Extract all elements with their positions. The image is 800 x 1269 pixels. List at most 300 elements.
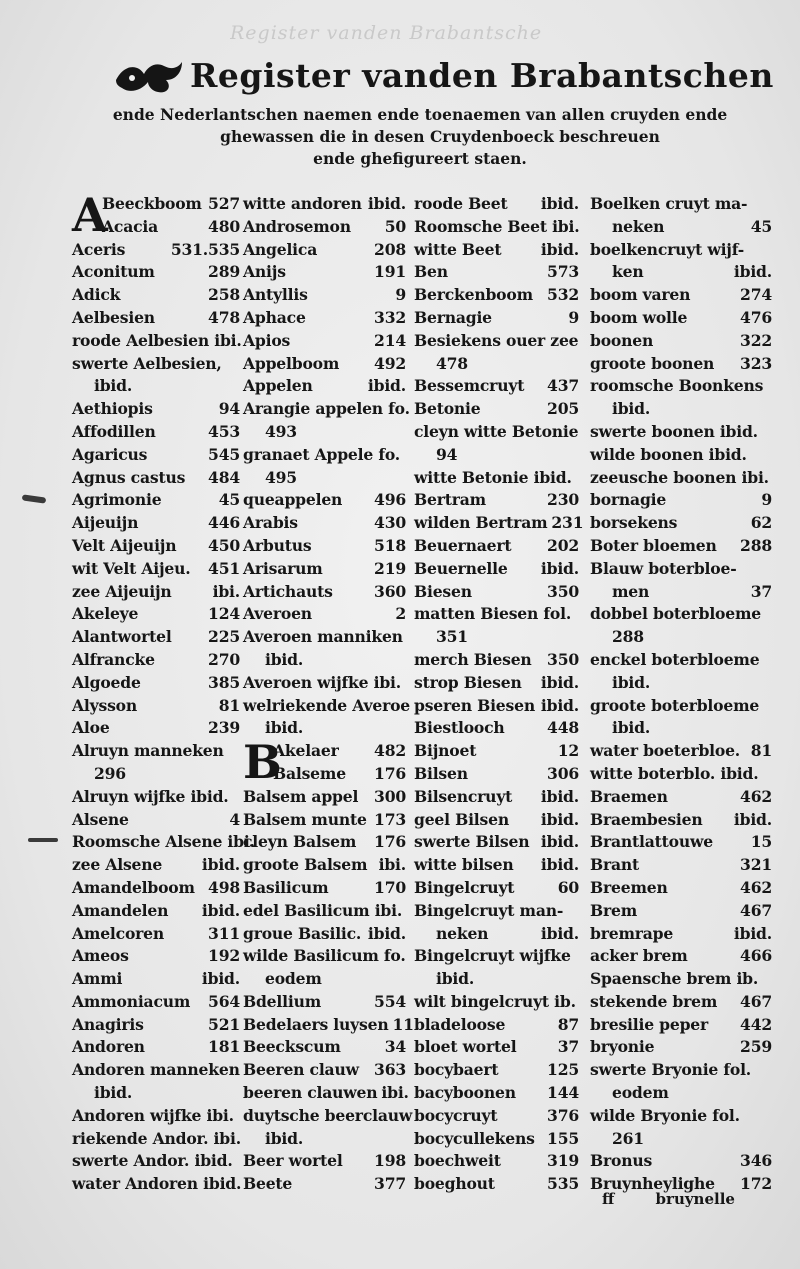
index-entry xyxy=(72,1128,240,1151)
entry-term: wilden Bertram xyxy=(414,513,548,533)
entry-term: Boter bloemen xyxy=(590,535,717,555)
index-entry xyxy=(590,1105,772,1128)
index-entry xyxy=(72,444,240,467)
entry-term: Amandelboom xyxy=(72,877,195,897)
entry-term: Arangie appelen fo. xyxy=(243,399,410,419)
index-entry xyxy=(243,489,406,512)
index-entry xyxy=(243,581,406,604)
index-entry xyxy=(72,307,240,330)
entry-page-number: 319 xyxy=(547,1151,579,1171)
entry-term: boom varen xyxy=(590,285,691,305)
entry-term: bryonie xyxy=(590,1037,655,1057)
entry-page-number: 191 xyxy=(374,262,406,282)
entry-term: groote boterbloeme xyxy=(590,695,760,715)
entry-term: Bingelcruyt man- xyxy=(414,900,564,920)
entry-page-number: 480 xyxy=(208,216,240,236)
index-entry xyxy=(414,877,579,900)
entry-term: acker brem xyxy=(590,946,688,966)
entry-page-number: ibid. xyxy=(540,239,579,259)
entry-term: groue Basilic. xyxy=(243,923,362,943)
entry-page-number: 155 xyxy=(547,1128,579,1148)
entry-page-number: ibid. xyxy=(540,194,579,213)
entry-term: Algoede xyxy=(72,672,141,692)
entry-page-number: 274 xyxy=(740,285,772,305)
entry-page-number: 239 xyxy=(208,718,240,738)
entry-page-number: 172 xyxy=(740,1174,772,1194)
entry-page-number: 451 xyxy=(208,558,240,578)
index-entry xyxy=(590,512,772,535)
entry-page-number: ibid. xyxy=(201,969,240,989)
entry-term: Aconitum xyxy=(72,262,155,282)
entry-term: Andoren xyxy=(72,1037,145,1057)
index-entry xyxy=(243,216,406,239)
entry-term: ibid. xyxy=(612,672,651,692)
entry-term: 351 xyxy=(436,627,468,647)
entry-page-number: 258 xyxy=(208,285,240,305)
index-entry xyxy=(243,877,406,900)
entry-term: Basilicum xyxy=(243,877,329,897)
entry-page-number: 554 xyxy=(374,991,406,1011)
entry-term: Acacia xyxy=(102,216,159,236)
index-entry xyxy=(414,603,579,626)
entry-term: wilt bingelcruyt ib. xyxy=(414,991,576,1011)
entry-term: enckel boterbloeme xyxy=(590,649,760,669)
entry-term: Roomsche Alsene ibi. xyxy=(72,832,255,852)
entry-term: Appelboom xyxy=(243,353,340,373)
entry-term: Braemen xyxy=(590,786,668,806)
index-entry xyxy=(273,740,406,763)
fleuron-ornament-icon xyxy=(112,58,186,98)
index-entry xyxy=(590,603,772,626)
entry-page-number: 377 xyxy=(374,1174,406,1194)
entry-term: Beeckscum xyxy=(243,1037,341,1057)
entry-term: swerte Andor. ibid. xyxy=(72,1151,233,1171)
entry-term: neken xyxy=(436,923,489,943)
entry-page-number: 467 xyxy=(740,991,772,1011)
entry-term: Androsemon xyxy=(243,216,351,236)
index-entry xyxy=(414,809,579,832)
entry-page-number: ibid. xyxy=(540,809,579,829)
entry-term: Adick xyxy=(72,285,121,305)
entry-term: Beuernaert xyxy=(414,535,512,555)
index-entry xyxy=(414,261,579,284)
entry-page-number: 346 xyxy=(740,1151,772,1171)
signature-mark: ff xyxy=(602,1190,615,1208)
index-entry xyxy=(72,991,240,1014)
index-entry xyxy=(414,558,579,581)
index-entry xyxy=(273,763,406,786)
entry-term: Antyllis xyxy=(243,285,308,305)
index-entry xyxy=(414,398,579,421)
entry-page-number: 125 xyxy=(547,1060,579,1080)
entry-term: Betonie xyxy=(414,399,481,419)
index-entry xyxy=(414,786,579,809)
entry-term: Brantlattouwe xyxy=(590,832,713,852)
entry-page-number: 300 xyxy=(374,786,406,806)
entry-term: zee Alsene xyxy=(72,855,163,875)
entry-page-number: ibid. xyxy=(367,923,406,943)
entry-page-number: 231 xyxy=(551,513,584,533)
entry-term: Bdellium xyxy=(243,991,322,1011)
index-entry xyxy=(414,968,579,991)
index-entry xyxy=(243,991,406,1014)
entry-term: Alantwortel xyxy=(72,627,172,647)
index-entry xyxy=(243,421,406,444)
entry-term: Alysson xyxy=(72,695,137,715)
entry-term: Beete xyxy=(243,1174,293,1194)
entry-term: Velt Aijeuijn xyxy=(72,535,177,555)
entry-page-number: 360 xyxy=(374,581,406,601)
index-entry xyxy=(414,854,579,877)
drop-capital: B xyxy=(243,735,282,790)
index-entry xyxy=(414,307,579,330)
index-entry xyxy=(243,695,411,718)
index-entry xyxy=(72,398,240,421)
index-entry xyxy=(72,512,240,535)
index-entry xyxy=(590,717,772,740)
entry-term: Aphace xyxy=(243,307,306,327)
entry-term: Amelcoren xyxy=(72,923,165,943)
index-entry xyxy=(590,307,772,330)
index-entry xyxy=(590,1150,772,1173)
entry-page-number: 448 xyxy=(547,718,579,738)
entry-page-number: 81 xyxy=(750,741,772,761)
entry-term: Affodillen xyxy=(72,421,156,441)
entry-page-number: 50 xyxy=(384,216,406,236)
index-entry xyxy=(590,1128,772,1151)
index-entry xyxy=(72,489,240,512)
entry-term: beeren clauwen xyxy=(243,1083,378,1103)
entry-term: bocycullekens xyxy=(414,1128,535,1148)
entry-term: eodem xyxy=(612,1083,669,1103)
entry-page-number: 462 xyxy=(740,786,772,806)
index-entry xyxy=(590,626,772,649)
index-entry xyxy=(590,216,772,239)
entry-page-number: ibid. xyxy=(540,672,579,692)
catchword: bruynelle xyxy=(655,1190,735,1208)
entry-term: 478 xyxy=(436,353,468,373)
entry-term: groote Balsem xyxy=(243,855,368,875)
entry-term: Brem xyxy=(590,900,638,920)
index-entry xyxy=(590,695,772,718)
index-entry xyxy=(72,467,240,490)
drop-capital-block xyxy=(243,735,406,790)
entry-term: swerte boonen ibid. xyxy=(590,421,758,441)
entry-page-number: 532 xyxy=(547,285,579,305)
entry-term: boonen xyxy=(590,330,654,350)
entry-term: Besiekens ouer zee xyxy=(414,330,579,350)
entry-term: dobbel boterbloeme xyxy=(590,604,761,624)
index-entry xyxy=(414,421,579,444)
entry-page-number: 492 xyxy=(374,353,406,373)
entry-term: Bijnoet xyxy=(414,741,477,761)
index-entry xyxy=(72,375,240,398)
index-entry xyxy=(590,558,772,581)
index-entry xyxy=(414,923,579,946)
entry-term: merch Biesen xyxy=(414,649,532,669)
index-entry xyxy=(590,1036,772,1059)
entry-term: Averoen xyxy=(243,604,312,624)
entry-term: Aijeuijn xyxy=(72,513,139,533)
entry-page-number: 45 xyxy=(750,216,772,236)
entry-term: ibid. xyxy=(436,969,475,989)
entry-page-number: 288 xyxy=(740,535,772,555)
subtitle xyxy=(110,104,730,170)
subtitle-line: ende ghefigureert staen. xyxy=(313,149,527,168)
index-entry xyxy=(72,809,240,832)
index-entry xyxy=(590,672,772,695)
entry-term: bocycruyt xyxy=(414,1105,498,1125)
index-entry xyxy=(414,1082,579,1105)
entry-term: roode Aelbesien ibi. xyxy=(72,330,242,350)
index-entry xyxy=(414,626,579,649)
index-entry xyxy=(72,945,240,968)
index-entry xyxy=(590,375,772,398)
index-entry xyxy=(414,444,579,467)
entry-term: Alruyn manneken xyxy=(72,741,224,761)
index-entry xyxy=(414,330,579,353)
index-entry xyxy=(590,193,772,216)
entry-term: boelkencruyt wijf- xyxy=(590,239,744,259)
index-entry xyxy=(414,695,579,718)
entry-page-number: 4 xyxy=(229,809,240,829)
entry-page-number: 15 xyxy=(750,832,772,852)
entry-page-number: 225 xyxy=(208,627,240,647)
entry-page-number: 2 xyxy=(395,604,406,624)
entry-term: Alfrancke xyxy=(72,649,155,669)
entry-page-number: 311 xyxy=(208,923,240,943)
index-entry xyxy=(414,740,579,763)
index-columns xyxy=(60,188,772,1223)
index-entry xyxy=(243,809,406,832)
entry-term: swerte Bryonie fol. xyxy=(590,1060,752,1080)
entry-page-number: 9 xyxy=(568,307,579,327)
index-entry xyxy=(72,968,240,991)
index-entry xyxy=(243,854,406,877)
entry-page-number: 144 xyxy=(547,1083,579,1103)
index-entry xyxy=(243,1014,414,1037)
index-entry xyxy=(243,444,406,467)
entry-page-number: ibid. xyxy=(733,809,772,829)
entry-page-number: 208 xyxy=(374,239,406,259)
entry-term: bacyboonen xyxy=(414,1083,516,1103)
entry-term: Alruyn wijfke ibid. xyxy=(72,786,229,806)
index-entry xyxy=(243,786,406,809)
entry-page-number: 306 xyxy=(547,763,579,783)
entry-page-number: ibid. xyxy=(201,900,240,920)
entry-term: Appelen xyxy=(243,376,313,396)
index-entry xyxy=(72,626,240,649)
index-entry xyxy=(243,239,406,262)
index-entry xyxy=(590,467,772,490)
entry-term: Andoren manneken xyxy=(72,1060,240,1080)
index-entry xyxy=(72,1014,240,1037)
entry-term: wilde Basilicum fo. xyxy=(243,946,406,966)
index-entry xyxy=(414,649,579,672)
entry-page-number: ibid. xyxy=(201,855,240,875)
index-entry xyxy=(590,398,772,421)
index-column-1 xyxy=(72,188,255,1196)
index-entry xyxy=(590,330,772,353)
index-entry xyxy=(72,353,240,376)
index-entry xyxy=(414,1150,579,1173)
index-entry xyxy=(72,923,240,946)
entry-term: duytsche beerclauw xyxy=(243,1105,413,1125)
entry-page-number: 37 xyxy=(557,1037,579,1057)
entry-term: bresilie peper xyxy=(590,1014,709,1034)
entry-term: ibid. xyxy=(94,1083,133,1103)
index-entry xyxy=(243,968,406,991)
entry-term: Biestlooch xyxy=(414,718,505,738)
entry-page-number: 259 xyxy=(740,1037,772,1057)
entry-term: roode Beet xyxy=(414,194,508,213)
entry-term: cleyn Balsem xyxy=(243,832,357,852)
entry-term: 288 xyxy=(612,627,644,647)
entry-term: water Andoren ibid. xyxy=(72,1174,242,1194)
index-entry xyxy=(414,193,579,216)
index-entry xyxy=(590,854,772,877)
index-entry xyxy=(590,535,772,558)
entry-term: swerte Bilsen xyxy=(414,832,530,852)
entry-term: 94 xyxy=(436,444,458,464)
entry-term: Alsene xyxy=(72,809,129,829)
entry-term: bocybaert xyxy=(414,1060,499,1080)
entry-term: Bingelcruyt xyxy=(414,877,515,897)
index-entry xyxy=(243,1059,406,1082)
index-entry xyxy=(72,900,240,923)
index-entry xyxy=(590,831,772,854)
index-entry xyxy=(414,831,579,854)
entry-term: Beer wortel xyxy=(243,1151,343,1171)
index-entry xyxy=(72,1082,240,1105)
entry-term: eodem xyxy=(265,969,322,989)
index-entry xyxy=(72,740,240,763)
entry-term: Bilsen xyxy=(414,763,468,783)
index-entry xyxy=(243,672,406,695)
entry-page-number: 545 xyxy=(208,444,240,464)
entry-page-number: 202 xyxy=(547,535,579,555)
index-column-3 xyxy=(414,193,584,1196)
index-entry xyxy=(72,1036,240,1059)
index-column-2 xyxy=(243,193,414,1196)
index-entry xyxy=(243,900,406,923)
entry-page-number: 350 xyxy=(547,581,579,601)
entry-term: Brant xyxy=(590,855,640,875)
entry-page-number: 442 xyxy=(740,1014,772,1034)
entry-term: bremrape xyxy=(590,923,674,943)
index-entry xyxy=(72,581,240,604)
entry-term: 495 xyxy=(265,467,297,487)
index-entry xyxy=(72,672,240,695)
entry-page-number: 12 xyxy=(557,741,579,761)
index-entry xyxy=(414,717,579,740)
entry-page-number: 176 xyxy=(374,763,406,783)
entry-term: Balsem appel xyxy=(243,786,359,806)
entry-term: witte Beet xyxy=(414,239,502,259)
entry-page-number: 62 xyxy=(750,513,772,533)
entry-term: Agnus castus xyxy=(72,467,186,487)
index-entry xyxy=(72,717,240,740)
drop-capital: A xyxy=(72,188,108,242)
entry-term: cleyn witte Betonie xyxy=(414,421,579,441)
index-entry xyxy=(72,786,240,809)
index-entry xyxy=(72,854,240,877)
entry-page-number: 219 xyxy=(374,558,406,578)
entry-term: Ameos xyxy=(72,946,129,966)
entry-page-number: ibid. xyxy=(733,923,772,943)
index-entry xyxy=(243,284,406,307)
entry-term: Bertram xyxy=(414,490,486,510)
entry-page-number: 37 xyxy=(750,581,772,601)
entry-page-number: ibid. xyxy=(540,832,579,852)
ink-mark xyxy=(22,494,47,503)
entry-term: ibid. xyxy=(265,1128,304,1148)
entry-term: ibid. xyxy=(265,649,304,669)
entry-term: Angelica xyxy=(243,239,318,259)
entry-term: Boelken cruyt ma- xyxy=(590,194,748,213)
page-footer xyxy=(602,1190,735,1208)
entry-page-number: 214 xyxy=(374,330,406,350)
entry-term: Akelaer xyxy=(273,741,339,761)
entry-term: granaet Appele fo. xyxy=(243,444,400,464)
entry-term: witte Betonie ibid. xyxy=(414,467,572,487)
entry-page-number: 462 xyxy=(740,877,772,897)
entry-page-number: ibid. xyxy=(540,855,579,875)
entry-page-number: 323 xyxy=(740,353,772,373)
entry-page-number: 230 xyxy=(547,490,579,510)
index-entry xyxy=(243,1105,413,1128)
entry-term: boeghout xyxy=(414,1174,495,1194)
entry-page-number: 181 xyxy=(208,1037,240,1057)
subtitle-line: ende Nederlantschen naemen ende toenaemen van allen cruyden ende xyxy=(112,105,728,124)
ink-mark xyxy=(28,838,58,842)
entry-page-number: ibi. xyxy=(381,1083,409,1103)
index-entry xyxy=(72,603,240,626)
entry-term: matten Biesen fol. xyxy=(414,604,572,624)
entry-term: Blauw boterbloe- xyxy=(590,558,737,578)
entry-term: pseren Biesen xyxy=(414,695,535,715)
entry-page-number: 531.535 xyxy=(170,239,240,259)
index-entry xyxy=(590,923,772,946)
entry-page-number: 482 xyxy=(374,741,406,761)
index-entry xyxy=(243,398,410,421)
entry-page-number: ibid. xyxy=(540,786,579,806)
entry-page-number: 124 xyxy=(208,604,240,624)
entry-page-number: 170 xyxy=(374,877,406,897)
entry-term: Ammoniacum xyxy=(72,991,191,1011)
index-entry xyxy=(414,991,579,1014)
entry-term: 493 xyxy=(265,421,297,441)
entry-term: Breemen xyxy=(590,877,668,897)
index-entry xyxy=(243,1036,406,1059)
index-entry xyxy=(414,581,579,604)
entry-term: Bedelaers luysen xyxy=(243,1014,389,1034)
entry-page-number: ibid. xyxy=(367,194,406,213)
index-entry xyxy=(590,1059,772,1082)
index-entry xyxy=(590,421,772,444)
entry-page-number: 34 xyxy=(384,1037,406,1057)
index-entry xyxy=(590,968,772,991)
entry-term: ibid. xyxy=(612,718,651,738)
entry-term: neken xyxy=(612,216,665,236)
entry-term: Beuernelle xyxy=(414,558,508,578)
index-entry xyxy=(590,444,772,467)
index-entry xyxy=(243,603,406,626)
entry-term: witte bilsen xyxy=(414,855,514,875)
entry-term: roomsche Boonkens xyxy=(590,376,764,396)
entry-page-number: 453 xyxy=(208,421,240,441)
index-entry xyxy=(243,945,406,968)
